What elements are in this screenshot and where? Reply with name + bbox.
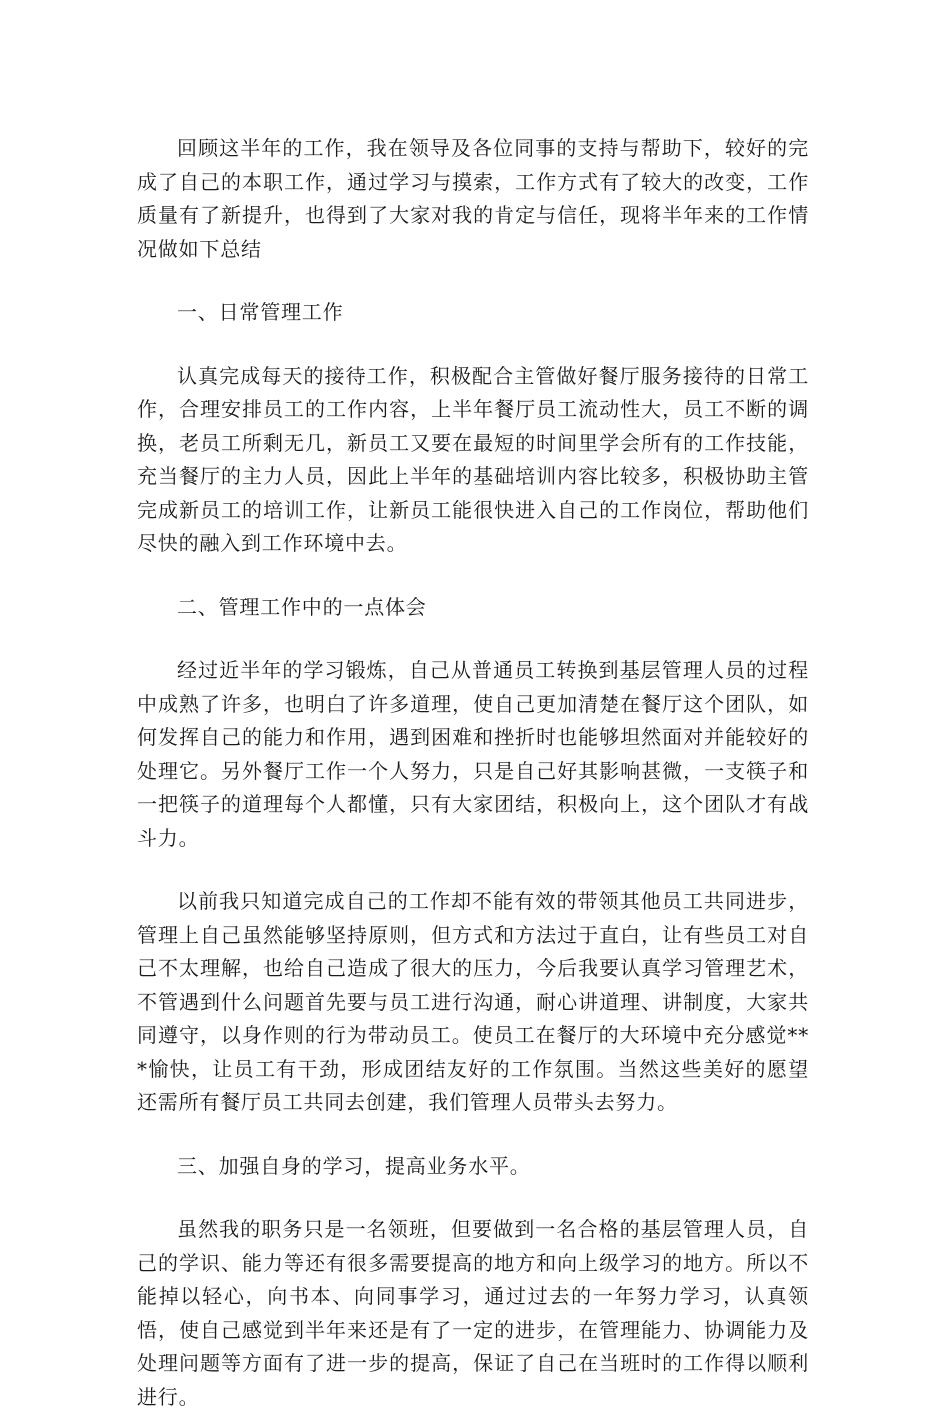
- paragraph-self-study: 虽然我的职务只是一名领班，但要做到一名合格的基层管理人员，自己的学识、能力等还有很多需要提高的地方和向上级学习的地方。所以不能掉以轻心，向书本、向同事学习，通过过去的一年努力学习，认真领悟，使自己感觉到半年来还是有了一定的进步，在管理能力、协调能力及处理问题等方面有了进一步的提高，保证了自己在当班时的工作得以顺利进行。: [137, 1217, 809, 1409]
- paragraph-experience-1: 经过近半年的学习锻炼，自己从普通员工转换到基层管理人员的过程中成熟了许多，也明白了许多道理，使自己更加清楚在餐厅这个团队，如何发挥自己的能力和作用，遇到困难和挫折时也能够坦然面对并能较好的处理它。另外餐厅工作一个人努力，只是自己好其影响甚微，一支筷子和一把筷子的道理每个人都懂，只有大家团结，积极向上，这个团队才有战斗力。: [137, 658, 809, 850]
- paragraph-daily-management: 认真完成每天的接待工作，积极配合主管做好餐厅服务接待的日常工作，合理安排员工的工作内容，上半年餐厅员工流动性大，员工不断的调换，老员工所剩无几，新员工又要在最短的时间里学会所有的工作技能，充当餐厅的主力人员，因此上半年的基础培训内容比较多，积极协助主管完成新员工的培训工作，让新员工能很快进入自己的工作岗位，帮助他们尽快的融入到工作环境中去。: [137, 363, 809, 555]
- section-heading-2: 二、管理工作中的一点体会: [177, 594, 427, 619]
- section-heading-1: 一、日常管理工作: [177, 300, 344, 324]
- paragraph-experience-2: 以前我只知道完成自己的工作却不能有效的带领其他员工共同进步，管理上自己虽然能够坚持原则，但方式和方法过于直白，让有些员工对自己不太理解，也给自己造成了很大的压力，今后我要认真学习管理艺术，不管遇到什么问题首先要与员工进行沟通，耐心讲道理、讲制度，大家共同遵守，以身作则的行为带动员工。使员工在餐厅的大环境中充分感觉***愉快，让员工有干劲，形成团结友好的工作氛围。当然这些美好的愿望还需所有餐厅员工共同去创建，我们管理人员带头去努力。: [137, 889, 809, 1114]
- document-body: [137, 132, 809, 1414]
- paragraph-intro: 回顾这半年的工作，我在领导及各位同事的支持与帮助下，较好的完成了自己的本职工作，通过学习与摸索，工作方式有了较大的改变，工作质量有了新提升，也得到了大家对我的肯定与信任，现将半年来的工作情况做如下总结: [137, 136, 809, 261]
- section-heading-3: 三、加强自身的学习，提高业务水平。: [177, 1153, 531, 1178]
